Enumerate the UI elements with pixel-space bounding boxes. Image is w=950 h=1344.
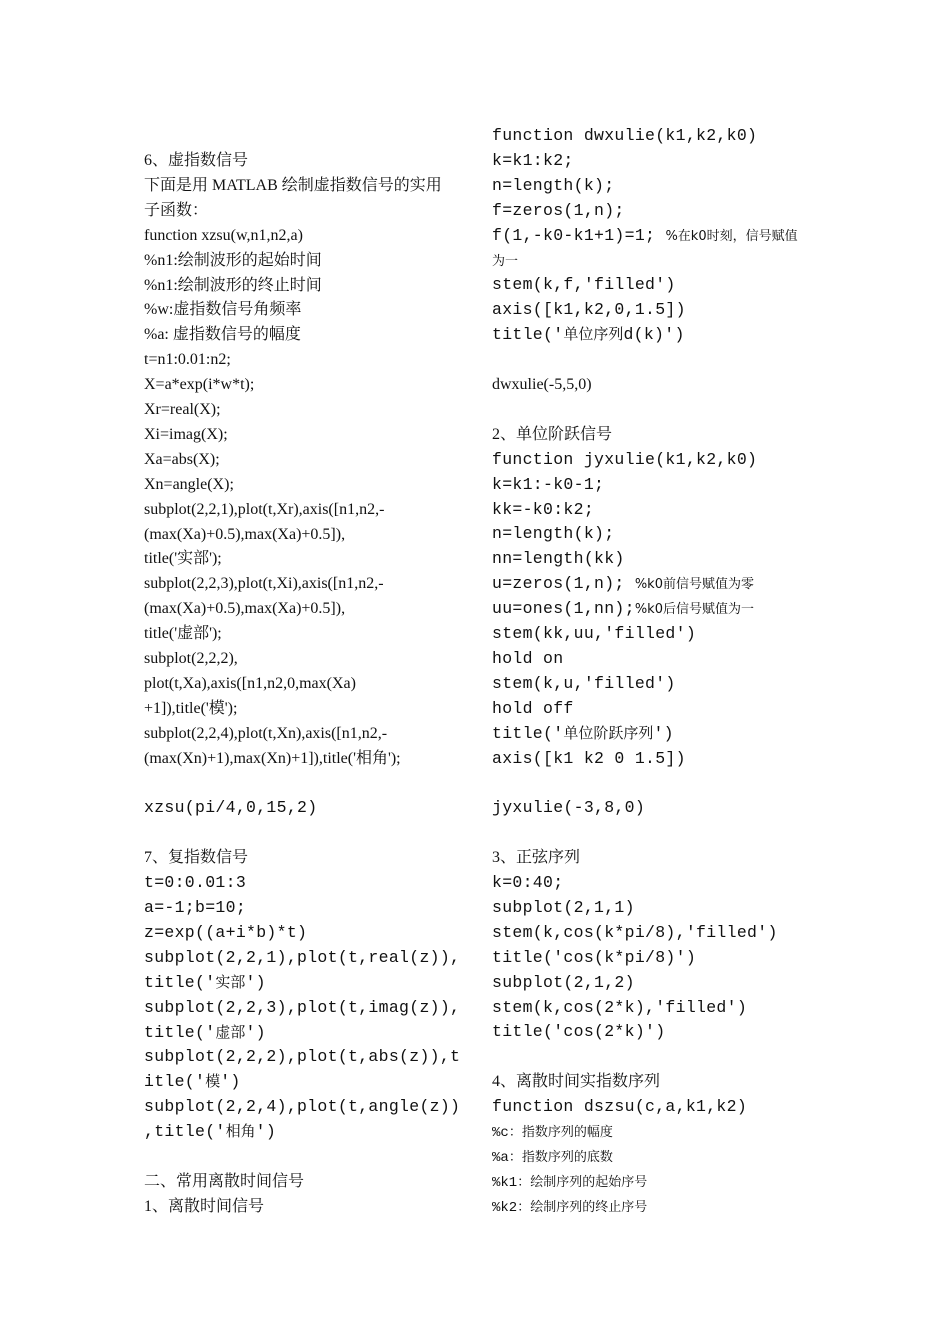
text-line xyxy=(144,1069,241,1094)
text-segment: %n1:绘制波形的终止时间 xyxy=(144,276,322,294)
text-segment: ：指数序列的幅度 xyxy=(508,1125,613,1140)
text-line xyxy=(144,447,220,472)
text-segment: +1]),title('模'); xyxy=(144,699,238,717)
text-line xyxy=(492,1069,660,1094)
text-segment: title(' xyxy=(144,972,216,992)
text-line xyxy=(492,596,754,621)
text-line xyxy=(492,546,625,571)
text-segment: 虚部 xyxy=(215,1022,246,1041)
text-segment: Xi=imag(X); xyxy=(144,425,228,443)
text-segment: kk=-k0:k2; xyxy=(492,499,595,519)
text-segment: 单位序列 xyxy=(563,325,624,344)
text-segment: function xzsu(w,n1,n2,a) xyxy=(144,226,303,244)
text-segment: u=zeros(1,n); xyxy=(492,574,635,594)
text-line xyxy=(492,173,614,198)
text-line xyxy=(144,1020,266,1045)
text-segment: 为一 xyxy=(492,253,519,269)
text-segment: %k1 xyxy=(492,1174,518,1191)
text-segment: ：指数序列的底数 xyxy=(508,1149,613,1165)
text-segment: 实部 xyxy=(215,972,246,991)
text-segment: ') xyxy=(653,723,674,743)
text-line xyxy=(492,372,592,397)
text-line xyxy=(144,746,401,771)
text-segment: axis([k1,k2,0,1.5]) xyxy=(492,300,686,320)
text-line xyxy=(144,995,460,1020)
text-segment: stem(k,u,'filled') xyxy=(492,673,676,693)
text-line xyxy=(492,995,747,1020)
text-line xyxy=(492,621,696,646)
text-line xyxy=(492,721,674,746)
text-segment: f(1,-k0-k1+1)=1; xyxy=(492,225,666,245)
text-segment: a=-1;b=10; xyxy=(144,898,247,917)
text-segment: stem(k,f,'filled') xyxy=(492,275,676,295)
text-line xyxy=(492,248,518,273)
text-segment: %在k0时刻，信号赋值 xyxy=(665,228,798,244)
text-segment: subplot(2,1,1) xyxy=(492,897,635,917)
text-line xyxy=(492,1144,613,1169)
text-segment: subplot(2,2,4),plot(t,Xn),axis([n1,n2,- xyxy=(144,724,388,742)
text-segment: (max(Xn)+1),max(Xn)+1]),title('相角'); xyxy=(144,749,401,767)
text-segment: ：绘制序列的起始序号 xyxy=(517,1174,648,1190)
text-segment: function dszsu(c,a,k1,k2) xyxy=(492,1097,748,1117)
text-segment: hold on xyxy=(492,648,564,668)
text-segment: stem(kk,uu,'filled') xyxy=(492,624,697,643)
text-line xyxy=(492,447,757,472)
text-segment: axis([k1 k2 0 1.5]) xyxy=(492,748,686,768)
text-segment: f=zeros(1,n); xyxy=(492,200,625,220)
text-segment: function dwxulie(k1,k2,k0) xyxy=(492,126,758,145)
text-segment: title(' xyxy=(492,325,564,345)
text-line xyxy=(144,322,301,347)
text-segment: subplot(2,2,2), xyxy=(144,650,238,667)
text-line xyxy=(144,646,238,671)
text-line xyxy=(144,198,208,223)
text-line xyxy=(144,696,237,721)
text-line xyxy=(492,870,563,895)
text-segment: k=k1:-k0-1; xyxy=(492,474,605,494)
text-segment: t=n1:0.01:n2; xyxy=(144,351,231,369)
text-line xyxy=(492,945,696,970)
text-line xyxy=(492,297,686,322)
text-segment: subplot(2,2,1),plot(t,Xr),axis([n1,n2,- xyxy=(144,500,385,518)
text-segment: itle(' xyxy=(144,1072,206,1092)
text-line xyxy=(492,1169,647,1194)
text-segment: %a xyxy=(492,1149,509,1166)
text-line xyxy=(144,397,221,422)
text-segment: 二、常用离散时间信号 xyxy=(144,1172,305,1190)
text-segment: stem(k,cos(2*k),'filled') xyxy=(492,997,748,1017)
text-segment: 子函数： xyxy=(144,201,209,219)
text-segment: nn=length(kk) xyxy=(492,549,625,569)
text-segment: subplot(2,2,3),plot(t,imag(z)), xyxy=(144,997,461,1017)
text-segment: %k2 xyxy=(492,1199,518,1216)
text-line xyxy=(144,297,301,322)
text-segment: (max(Xa)+0.5),max(Xa)+0.5]), xyxy=(144,600,346,618)
text-line xyxy=(144,546,222,571)
text-line xyxy=(492,1094,747,1119)
text-segment: 7、复指数信号 xyxy=(144,849,249,867)
text-line xyxy=(144,522,345,547)
text-line xyxy=(492,1019,665,1044)
text-segment: ') xyxy=(245,972,266,992)
text-segment: z=exp((a+i*b)*t) xyxy=(144,922,308,942)
text-segment: 6、虚指数信号 xyxy=(144,152,249,169)
text-line xyxy=(144,945,460,970)
text-line xyxy=(492,920,778,945)
text-line xyxy=(144,621,222,646)
text-line xyxy=(144,372,254,397)
text-line xyxy=(492,497,594,522)
text-segment: 下面是用 MATLAB 绘制虚指数信号的实用 xyxy=(144,176,442,194)
text-segment: 1、离散时间信号 xyxy=(144,1197,265,1215)
text-line xyxy=(144,845,248,870)
text-line xyxy=(492,696,574,721)
text-line xyxy=(492,322,685,347)
text-segment: dwxulie(-5,5,0) xyxy=(492,376,592,393)
text-segment: 模 xyxy=(205,1072,221,1091)
text-segment: n=length(k); xyxy=(492,175,615,195)
text-line xyxy=(144,422,228,447)
text-segment: Xr=real(X); xyxy=(144,401,221,418)
text-segment: title(' xyxy=(144,1022,216,1042)
text-line xyxy=(144,148,248,173)
text-segment: function jyxulie(k1,k2,k0) xyxy=(492,449,758,469)
text-line xyxy=(492,845,580,870)
text-segment: subplot(2,2,2),plot(t,abs(z)),t xyxy=(144,1047,461,1067)
text-segment: %w:虚指数信号角频率 xyxy=(144,301,302,319)
text-segment: title('虚部'); xyxy=(144,625,222,643)
text-line xyxy=(144,1119,276,1144)
text-line xyxy=(492,895,635,920)
text-line xyxy=(144,596,345,621)
text-segment: title('cos(k*pi/8)') xyxy=(492,947,697,967)
text-line xyxy=(144,497,384,522)
text-line xyxy=(492,223,798,248)
text-segment: jyxulie(-3,8,0) xyxy=(492,798,646,818)
text-line xyxy=(492,148,574,173)
text-segment: %n1:绘制波形的起始时间 xyxy=(144,251,322,269)
text-segment: ') xyxy=(255,1122,277,1142)
text-segment: k=k1:k2; xyxy=(492,150,574,170)
text-line xyxy=(144,671,356,696)
text-segment: %k0前信号赋值为零 xyxy=(634,577,754,593)
text-segment: title(' xyxy=(492,723,564,743)
text-line xyxy=(144,920,307,945)
text-line xyxy=(492,272,676,297)
text-line xyxy=(492,795,645,820)
text-segment: Xn=angle(X); xyxy=(144,475,234,493)
text-segment: title('实部'); xyxy=(144,550,222,568)
text-line xyxy=(492,646,563,671)
text-segment: 单位阶跃序列 xyxy=(563,723,654,742)
text-segment: X=a*exp(i*w*t); xyxy=(144,376,255,394)
text-line xyxy=(144,1169,304,1194)
text-segment: n=length(k); xyxy=(492,524,615,544)
text-line xyxy=(492,970,635,995)
text-line xyxy=(492,198,625,223)
text-line xyxy=(144,248,322,273)
text-segment: %a: 虚指数信号的幅度 xyxy=(144,326,301,344)
text-line xyxy=(144,895,246,920)
text-segment: %k0后信号赋值为一 xyxy=(634,602,754,618)
text-line xyxy=(492,571,754,596)
text-line xyxy=(144,273,322,298)
text-line xyxy=(492,671,676,696)
text-segment: subplot(2,1,2) xyxy=(492,972,635,992)
text-line xyxy=(144,173,442,198)
text-segment: subplot(2,2,4),plot(t,angle(z)) xyxy=(144,1097,461,1117)
text-segment: t=0:0.01:3 xyxy=(144,873,247,893)
text-segment: uu=ones(1,nn); xyxy=(492,599,635,619)
text-segment: xzsu(pi/4,0,15,2) xyxy=(144,798,318,818)
text-line xyxy=(144,472,234,497)
text-segment: ') xyxy=(245,1022,266,1042)
text-line xyxy=(144,1194,264,1219)
text-line xyxy=(492,422,612,447)
text-segment: stem(k,cos(k*pi/8),'filled') xyxy=(492,922,778,942)
text-segment: 相角 xyxy=(225,1122,256,1141)
text-segment: 4、离散时间实指数序列 xyxy=(492,1073,661,1091)
text-segment: subplot(2,2,1),plot(t,real(z)), xyxy=(144,947,461,967)
text-line xyxy=(144,347,231,372)
text-line xyxy=(492,521,614,546)
text-segment: hold off xyxy=(492,698,574,718)
text-segment: subplot(2,2,3),plot(t,Xi),axis([n1,n2,- xyxy=(144,575,384,593)
text-segment: 3、正弦序列 xyxy=(492,849,581,867)
text-line xyxy=(144,721,387,746)
text-segment: plot(t,Xa),axis([n1,n2,0,max(Xa) xyxy=(144,674,356,692)
text-segment: title('cos(2*k)') xyxy=(492,1022,666,1042)
text-segment: %c xyxy=(492,1125,509,1141)
text-segment: ') xyxy=(220,1072,241,1092)
text-line xyxy=(144,1044,460,1069)
text-line xyxy=(492,123,757,148)
text-line xyxy=(144,571,384,596)
text-line xyxy=(492,1119,613,1144)
text-segment: d(k)') xyxy=(623,325,685,345)
text-segment: ：绘制序列的终止序号 xyxy=(517,1199,648,1215)
text-line xyxy=(144,970,266,995)
text-line xyxy=(492,1194,647,1219)
text-line xyxy=(144,1094,460,1119)
text-line xyxy=(144,795,317,820)
text-line xyxy=(492,746,686,771)
text-segment: ,title(' xyxy=(144,1122,226,1142)
text-segment: Xa=abs(X); xyxy=(144,450,220,468)
text-line xyxy=(492,472,604,497)
text-segment: (max(Xa)+0.5),max(Xa)+0.5]), xyxy=(144,525,346,543)
text-segment: k=0:40; xyxy=(492,873,564,892)
text-line xyxy=(144,223,303,248)
text-line xyxy=(144,870,246,895)
text-segment: 2、单位阶跃信号 xyxy=(492,425,613,443)
